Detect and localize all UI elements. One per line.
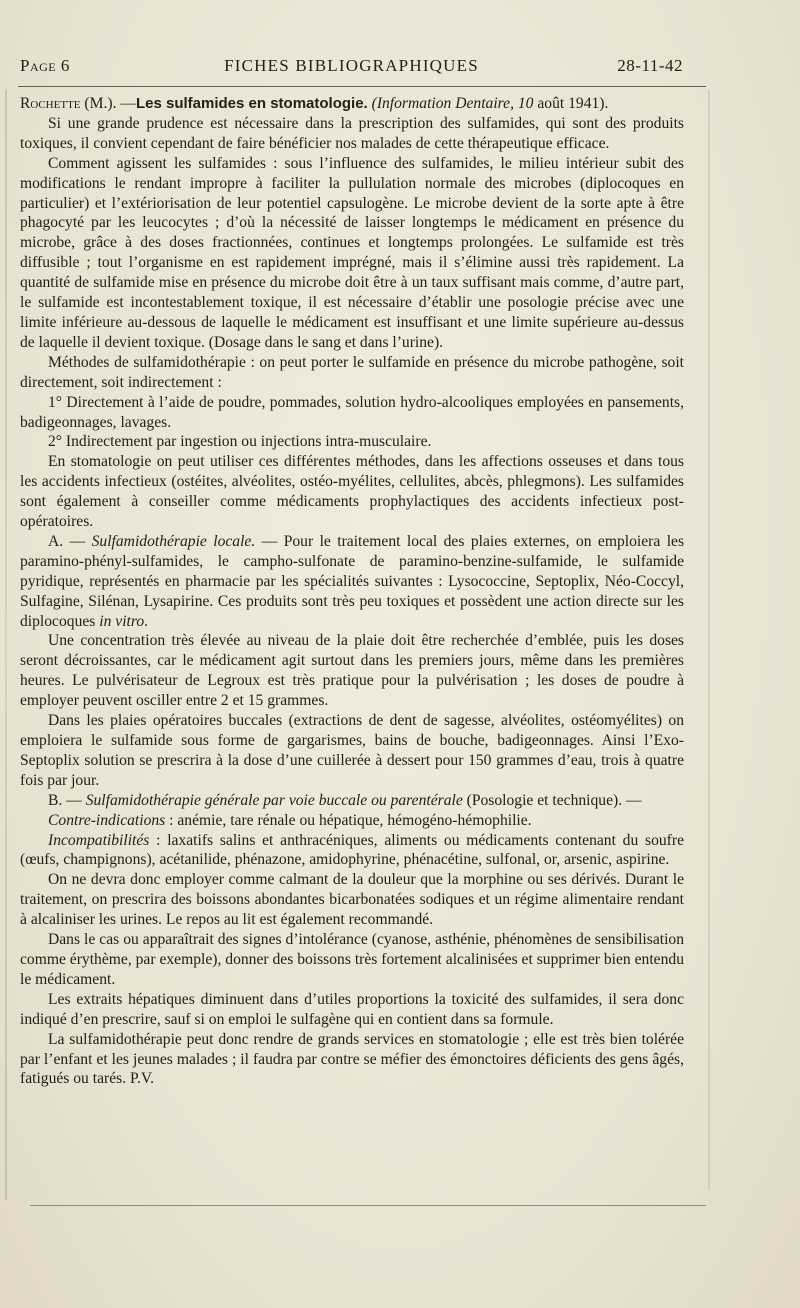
page-edge-shadow	[5, 90, 7, 1200]
paragraph: En stomatologie on peut utiliser ces différentes méthodes, dans les affections osseuses et dans tous les accidents infectieux (ostéites, alvéolites, ostéo-myélites, cellulites, abcès, phlegmons). Les sulfamides sont également à conseiller comme médicaments prophylactiques des accidents infectieux post-opératoires.	[20, 453, 684, 531]
paragraph: 2° Indirectement par ingestion ou injections intra-musculaire.	[48, 433, 432, 451]
section-a-text: — Pour le traitement local des plaies externes, on emploiera les paramino-phényl-sulfamides, le campho-sulfonate de paramino-benzine-sulfamide, le sulfamide pyridique, représentés en pharmacie par les spécialités suivantes : Lysococcine, Septoplix, Néo-Coccyl, Sulfagine, Silénan, Lysapirine. Ces produits sont très peu toxiques et possèdent une action directe sur les diplocoques	[20, 532, 685, 630]
closing-text: La sulfamidothérapie peut donc rendre de grands services en stomatologie ; elle est très bien tolérée par l’enfant et les jeunes malades ; il faudra par contre se méfier des émonctoires déficients des gens âgés, fatigués ou tarés.	[20, 1030, 684, 1088]
section-a-heading: Sulfamidothérapie locale.	[91, 532, 256, 550]
section-a-end: .	[144, 612, 149, 630]
running-header	[20, 56, 683, 82]
paragraph: Une concentration très élevée au niveau de la plaie doit être recherchée d’emblée, puis les doses seront décroissantes, car le médicament agit surtout dans les premiers jours, même dans les premières heures. Le pulvérisateur de Legroux est très pratique pour la pulvérisation ; les doses de poudre à employer peuvent osciller entre 2 et 15 grammes.	[20, 632, 684, 710]
section-b-label: B. —	[48, 791, 82, 809]
contra-label: Contre-indications	[48, 811, 166, 829]
author-initial: (M.).	[84, 95, 117, 112]
signature-initials: P.V.	[130, 1070, 154, 1088]
page-margin-shadow	[708, 90, 710, 1190]
paragraph: On ne devra donc employer comme calmant de la douleur que la morphine ou ses dérivés. Durant le traitement, on prescrira des boissons abondantes bicarbonatées sodiques et un régime alimentaire rendant à alcaliniser les urines. Le repos au lit est également recommandé.	[20, 871, 684, 929]
paragraph: Méthodes de sulfamidothérapie : on peut porter le sulfamide en présence du microbe pathogène, soit directement, soit indirectement :	[20, 353, 684, 391]
in-vitro-term: in vitro	[99, 612, 145, 630]
paragraph: 1° Directement à l’aide de poudre, pommades, solution hydro-alcooliques employées en pansements, badigeonnages, lavages.	[20, 393, 684, 431]
paragraph: Dans le cas ou apparaîtrait des signes d’intolérance (cyanose, asthénie, phénomènes de sensibilisation comme érythème, par exemple), donner des boissons très fortement alcalinisées et supprimer bien entendu le médicament.	[20, 931, 684, 988]
header-rule	[18, 86, 706, 87]
section-b-text: (Posologie et technique). —	[462, 791, 642, 809]
article-body	[20, 94, 684, 1089]
section-b-heading: Sulfamidothérapie générale par voie buccale ou parentérale	[85, 791, 463, 809]
running-title: FICHES BIBLIOGRAPHIQUES	[224, 56, 479, 75]
closing-paragraph	[20, 1030, 684, 1090]
article-author: Rochette	[20, 95, 81, 112]
header-date: 28-11-42	[617, 56, 683, 75]
section-a-label: A. —	[48, 532, 86, 550]
incompat-label: Incompatibilités	[48, 831, 150, 849]
article-source: (Information Dentaire, 10	[371, 95, 534, 112]
incompat-text: : laxatifs salins et anthracéniques, aliments ou médicaments contenant du soufre (œufs, champignons), acétanilide, phénazone, amidophyrine, phénacétine, sulfonal, or, arsenic, aspirine.	[20, 831, 684, 869]
paragraph: Si une grande prudence est nécessaire dans la prescription des sulfamides, qui sont des produits toxiques, il convient cependant de faire bénéficier nos malades de cette thérapeutique efficace.	[20, 114, 684, 152]
incompatibilities	[20, 831, 684, 871]
section-b	[20, 791, 684, 811]
footer-rule	[30, 1205, 706, 1206]
paragraph: Comment agissent les sulfamides : sous l’influence des sulfamides, le milieu intérieur subit des modifications le rendant impropre à faciliter la pullulation normale des microbes (diplocoques en particulier) et l’extériorisation de leur potentiel capsulogène. Le microbe devient de la sorte apte à être phagocyté par les leucocytes ; d’où la nécessité de laisser longtemps le médicament en présence du microbe, grâce à des doses fractionnées, continues et longtemps prolongées. Le sulfamide est très diffusible ; tout l’organisme en est rapidement imprégné, mais il s’élimine aussi très rapidement. La quantité de sulfamide mise en présence du microbe doit être à un taux suffisant mais comme, d’autre part, le sulfamide est incontestablement toxique, il est nécessaire d’établir une posologie précise avec une limite inférieure au-dessous de laquelle le médicament est insuffisant et une limite supérieure au-dessus de laquelle il devient toxique. (Dosage dans le sang et dans l’urine).	[20, 154, 684, 351]
paragraph: Dans les plaies opératoires buccales (extractions de dent de sagesse, alvéolites, ostéomyélites) on emploiera le sulfamide sous forme de gargarismes, bains de bouche, badigeonnages. Ainsi l’Exo-Septoplix solution se prescrira à la dose d’une cuillerée à dessert pour 150 grammes d’eau, trois à quatre fois par jour.	[20, 712, 684, 789]
citation-dash: —	[120, 95, 136, 112]
page-number: 6	[60, 56, 70, 75]
section-a	[20, 532, 684, 632]
contra-text: : anémie, tare rénale ou hépatique, hémogéno-hémophilie.	[165, 811, 532, 829]
contra-indications	[20, 811, 684, 831]
page-label: Page	[20, 56, 57, 75]
paragraph: Les extraits hépatiques diminuent dans d’utiles proportions la toxicité des sulfamides, il sera donc indiqué d’en prescrire, sauf si on emploi le sulfagène qui en contient dans sa formule.	[20, 990, 684, 1028]
article-title: Les sulfamides en stomatologie.	[135, 95, 368, 112]
article-citation	[20, 94, 684, 114]
article-source-date: août 1941).	[537, 95, 609, 112]
